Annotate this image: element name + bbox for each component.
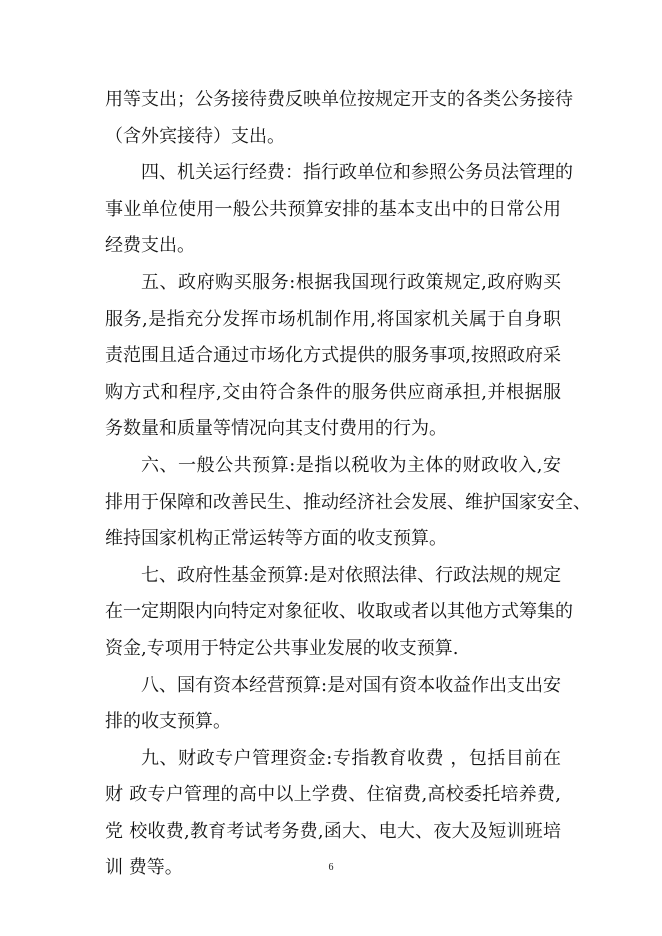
text-line: 五、政府购买服务:根据我国现行政策规定,政府购买: [141, 271, 561, 293]
text-line: 在一定期限内向特定对象征收、收取或者以其他方式筹集的: [105, 601, 573, 623]
text-line: 党 校收费,教育考试考务费,函大、电大、夜大及短训班培: [105, 820, 561, 842]
text-line: 服务,是指充分发挥市场机制作用,将国家机关属于自身职: [105, 308, 561, 330]
text-line: （含外宾接待）支出。: [105, 125, 285, 147]
text-line: 六、一般公共预算:是指以税收为主体的财政收入,安: [141, 454, 561, 476]
text-line: 维持国家机构正常运转等方面的收支预算。: [105, 528, 447, 550]
text-line: 七、政府性基金预算:是对依照法律、行政法规的规定: [141, 564, 562, 586]
text-line: 责范围且适合通过市场化方式提供的服务事项,按照政府采: [105, 345, 561, 367]
text-line: 排用于保障和改善民生、推动经济社会发展、维护国家安全、: [105, 491, 591, 513]
text-line: 经费支出。: [105, 235, 195, 257]
text-line: 八、国有资本经营预算:是对国有资本收益作出支出安: [141, 674, 562, 696]
text-line: 训 费等。: [105, 857, 183, 879]
text-line: 九、财政专户管理资金:专指教育收费 ，包括目前在: [141, 747, 561, 769]
text-line: 四、机关运行经费：指行政单位和参照公务员法管理的: [141, 162, 573, 184]
document-body: [105, 82, 591, 887]
page-number: 6: [328, 862, 334, 873]
text-line: 用等支出；公务接待费反映单位按规定开支的各类公务接待: [105, 89, 573, 110]
text-line: 排的收支预算。: [105, 711, 231, 733]
text-line: 购方式和程序,交由符合条件的服务供应商承担,并根据服: [105, 381, 561, 403]
text-line: 财 政专户管理的高中以上学费、住宿费,高校委托培养费,: [105, 784, 561, 806]
text-line: 事业单位使用一般公共预算安排的基本支出中的日常公用: [105, 198, 561, 220]
text-line: 务数量和质量等情况向其支付费用的行为。: [105, 418, 447, 440]
text-line: 资金,专项用于特定公共事业发展的收支预算.: [105, 637, 459, 659]
